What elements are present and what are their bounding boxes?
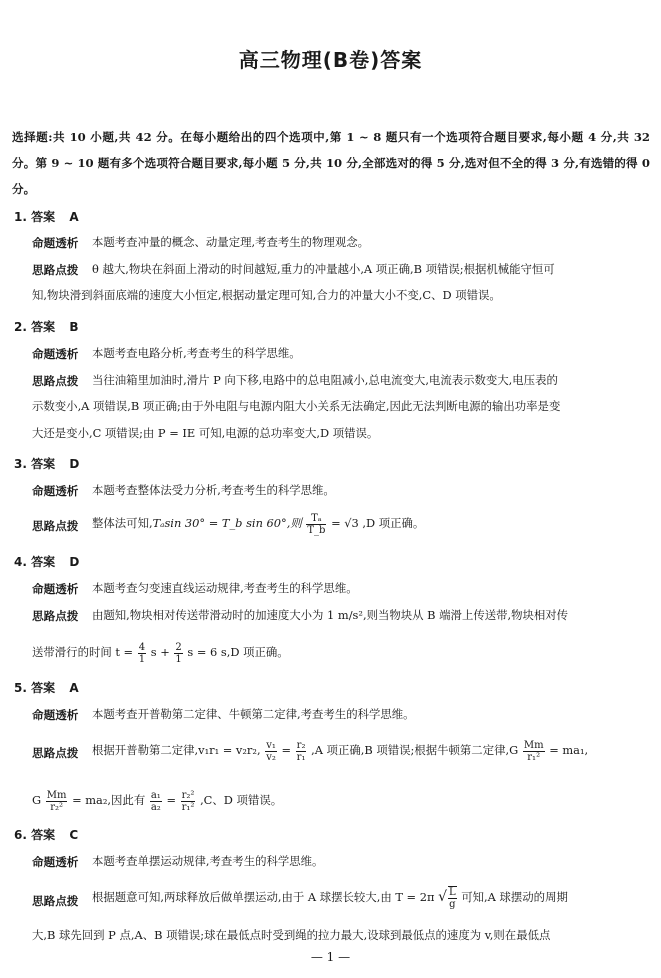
question-2-header: 2. 答案 B <box>14 320 79 334</box>
question-2-hint-line3: 大还是变小,C 项错误;由 P = IE 可知,电源的总功率变大,D 项错误。 <box>32 426 379 440</box>
question-3-header: 3. 答案 D <box>14 457 80 471</box>
answer-label: 答案 <box>31 457 56 471</box>
answer-label: 答案 <box>31 210 56 224</box>
fraction: $\frac{4}{1}$ <box>138 641 146 665</box>
fraction: $\frac{Mm}{\text{r₂²}}$ <box>46 789 67 813</box>
analysis-label: 命题透析 <box>32 855 79 869</box>
question-1-hint-line2: 知,物块滑到斜面底端的速度大小恒定,根据动量定理可知,合力的冲量大小不变,C、D 项错误。 <box>32 288 501 302</box>
intro-paragraph: 选择题:共 10 小题,共 42 分。在每小题给出的四个选项中,第 1 ~ 8 题只有一个选项符合题目要求,每小题 4 分,共 32 分。第 9 ~ 10 题有多个选项符合题目要求,每小题 5 分,共 10 分,全部选对的得 5 分,选对但不全的得 3 分,有选错的得 0 分。 <box>12 130 650 196</box>
analysis-label: 命题透析 <box>32 582 79 596</box>
question-5-header: 5. 答案 A <box>14 681 79 695</box>
fraction: $\frac{\text{a₁}}{\text{a₂}}$ <box>150 789 161 813</box>
hint-label: 思路点拨 <box>32 374 79 388</box>
question-2-hint-line1: 当往油箱里加油时,滑片 P 向下移,电路中的总电阻减小,总电流变大,电流表示数变大,电压表的 <box>92 373 558 387</box>
analysis-label: 命题透析 <box>32 484 79 498</box>
sqrt-symbol: √ <box>438 889 447 905</box>
question-1-analysis: 本题考查冲量的概念、动量定理,考查考生的物理观念。 <box>92 235 369 249</box>
page-title: 高三物理(B卷)答案 <box>238 48 423 72</box>
analysis-label: 命题透析 <box>32 708 79 722</box>
question-5-answer: A <box>69 681 79 695</box>
fraction: $\frac{Mm}{\text{r₁²}}$ <box>523 739 544 763</box>
question-3-answer: D <box>69 457 80 471</box>
question-5-analysis: 本题考查开普勒第二定律、牛顿第二定律,考查考生的科学思维。 <box>92 707 415 721</box>
question-4-hint-line2: 送带滑行的时间 t = $\frac{4}{1}$ s + $\frac{2}{1}$ s = 6 s,D 项正确。 <box>32 641 289 665</box>
question-6-answer: C <box>69 828 79 842</box>
question-5-hint-line1: 根据开普勒第二定律,v₁r₁ = v₂r₂, $\frac{\text{v₁}}{\text{v₂}}$ = $\frac{\text{r₂}}{\text{r₁}}$ ,A 项正确,B 项错误;根据牛顿第二定律,G $\frac{Mm}{\text{r₁²}}$ = ma₁, <box>92 739 589 763</box>
answer-label: 答案 <box>31 828 56 842</box>
fraction: $\frac{2}{1}$ <box>175 641 182 665</box>
question-6-header: 6. 答案 C <box>14 828 79 842</box>
question-2-analysis: 本题考查电路分析,考查考生的科学思维。 <box>92 346 301 360</box>
question-6-hint-line2: 大,B 球先回到 P 点,A、B 项错误;球在最低点时受到绳的拉力最大,设球到最低点的速度为 v,则在最低点 <box>32 928 551 942</box>
question-3-hint: 整体法可知,Tₐsin 30° = T_b sin 60°,则 $\frac{\text{Tₐ}}{T\_b}$ = √3 ,D 项正确。 <box>92 512 425 536</box>
answer-label: 答案 <box>31 320 56 334</box>
hint-label: 思路点拨 <box>32 746 79 760</box>
question-1-answer: A <box>69 210 79 224</box>
page-number: — 1 — <box>310 950 351 964</box>
question-2-answer: B <box>69 320 79 334</box>
question-3-analysis: 本题考查整体法受力分析,考查考生的科学思维。 <box>92 483 335 497</box>
question-2-hint-line2: 示数变小,A 项错误,B 项正确;由于外电阻与电源内阻大小关系无法确定,因此无法判断电源的输出功率是变 <box>32 399 561 413</box>
answer-label: 答案 <box>31 681 56 695</box>
hint-label: 思路点拨 <box>32 609 79 623</box>
answer-label: 答案 <box>31 555 56 569</box>
hint-label: 思路点拨 <box>32 519 79 533</box>
fraction: $\frac{\text{Tₐ}}{T\_b}$ <box>307 512 326 536</box>
question-4-answer: D <box>69 555 80 569</box>
fraction: $\frac{\text{r₂}}{\text{r₁}}$ <box>296 739 306 763</box>
question-4-header: 4. 答案 D <box>14 555 80 569</box>
fraction: $\frac{\text{v₁}}{\text{v₂}}$ <box>266 739 276 763</box>
question-4-analysis: 本题考查匀变速直线运动规律,考查考生的科学思维。 <box>92 581 358 595</box>
hint-label: 思路点拨 <box>32 263 79 277</box>
question-6-hint-line1: 根据题意可知,两球释放后做单摆运动,由于 A 球摆长较大,由 T = 2π √ $\frac{L}{g}$ 可知,A 球摆动的周期 <box>92 887 568 910</box>
question-6-analysis: 本题考查单摆运动规律,考查考生的科学思维。 <box>92 854 324 868</box>
hint-label: 思路点拨 <box>32 894 79 908</box>
analysis-label: 命题透析 <box>32 236 79 250</box>
question-1-header: 1. 答案 A <box>14 210 79 224</box>
analysis-label: 命题透析 <box>32 347 79 361</box>
fraction: $\frac{\text{r₂²}}{\text{r₁²}}$ <box>181 789 195 813</box>
question-5-hint-line2: G $\frac{Mm}{\text{r₂²}}$ = ma₂,因此有 $\frac{\text{a₁}}{\text{a₂}}$ = $\frac{\text{r₂²}}{\text{r₁²}}$ ,C、D 项错误。 <box>32 789 283 813</box>
question-1-hint-line1: θ 越大,物块在斜面上滑动的时间越短,重力的冲量越小,A 项正确,B 项错误;根据机械能守恒可 <box>92 262 555 276</box>
fraction: $\frac{L}{g}$ <box>449 887 456 910</box>
question-4-hint-line1: 由题知,物块相对传送带滑动时的加速度大小为 1 m/s²,则当物块从 B 端滑上传送带,物块相对传 <box>92 608 569 622</box>
